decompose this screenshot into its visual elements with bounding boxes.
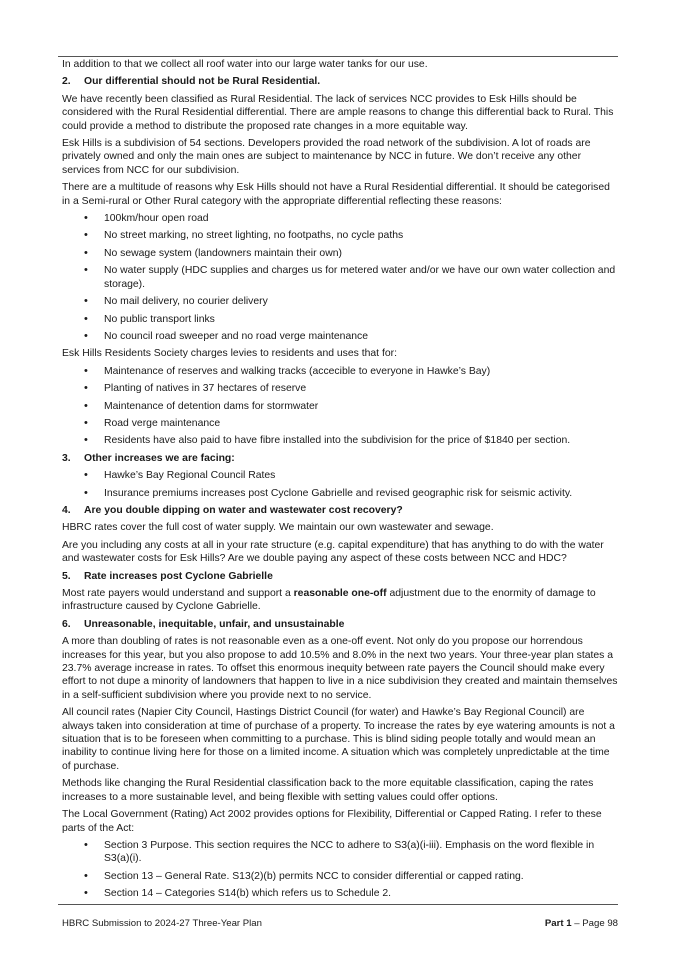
list-item: • Section 3 Purpose. This section requires the NCC to adhere to S3(a)(i-iii). Emphasis on the word flexible in S3(a)(i). xyxy=(62,839,618,866)
section-title: Our differential should not be Rural Residential. xyxy=(84,76,321,88)
section-number: 2. xyxy=(62,76,71,88)
section-6-paragraph-1: A more than doubling of rates is not reasonable even as a one-off event. Not only do you propose our horrendous increases for this year, but you also propose to add 10.5% and 8.0% in the next two years. Your three-year plan states a 23.7% average increase in rates. To offset this enormous inequity between rate payers the Council should make every effort to not dupe a minority of landowners that happen to live in a nice subdivision they created and maintain themselves in a self-sufficient subdivision where you provide next to no service. xyxy=(62,636,618,701)
section-2-paragraph-1: We have recently been classified as Rural Residential. The lack of services NCC provides to Esk Hills should be considered with the Rural Residential differential. There are ample reasons to change this differential back to Rural. This could provide a method to distribute the proposed rate changes in a more equitable way. xyxy=(62,93,614,132)
section-title: Are you double dipping on water and wastewater cost recovery? xyxy=(84,504,403,516)
page-label: – Page 98 xyxy=(571,918,618,929)
document-body xyxy=(62,58,618,905)
page-number xyxy=(545,918,618,929)
part-label: Part 1 xyxy=(544,918,572,929)
list-item: • Road verge maintenance xyxy=(62,417,618,430)
reasons-list xyxy=(62,212,618,343)
list-item: • No mail delivery, no courier delivery xyxy=(62,295,618,308)
list-item: • No street marking, no street lighting, no footpaths, no cycle paths xyxy=(62,229,618,242)
header-rule xyxy=(58,56,618,57)
section-number: 4. xyxy=(62,504,71,516)
list-item: • Planting of natives in 37 hectares of reserve xyxy=(62,382,618,395)
list-item: • Section 14 – Categories S14(b) which refers us to Schedule 2. xyxy=(62,887,618,900)
section-title: Other increases we are facing: xyxy=(84,452,235,464)
section-4-paragraph-1: HBRC rates cover the full cost of water supply. We maintain our own wastewater and sewage. xyxy=(62,522,494,534)
section-number: 5. xyxy=(62,570,71,582)
section-3-heading xyxy=(62,452,618,465)
section-6-heading xyxy=(62,618,618,631)
section-4-paragraph-2: Are you including any costs at all in your rate structure (e.g. capital expenditure) that has anything to do with the water and wastewater costs for Esk Hills? Are we double paying any aspect of these costs between NCC and HDC? xyxy=(62,539,604,565)
footer-title: HBRC Submission to 2024-27 Three-Year Plan xyxy=(62,918,262,929)
list-item: • Insurance premiums increases post Cyclone Gabrielle and revised geographic risk for seismic activity. xyxy=(62,487,618,500)
text-run: adjustment due to the enormity of damage to infrastructure caused by Cyclone Gabrielle. xyxy=(62,588,596,613)
list-item: • Maintenance of reserves and walking tracks (accecible to everyone in Hawke’s Bay) xyxy=(62,365,618,378)
list-item: • No council road sweeper and no road verge maintenance xyxy=(62,330,618,343)
list-item: • No public transport links xyxy=(62,313,618,326)
section-5-paragraph xyxy=(62,587,618,614)
list-item: • No sewage system (landowners maintain their own) xyxy=(62,247,618,260)
section-4-heading xyxy=(62,504,618,517)
list-item: • Maintenance of detention dams for stormwater xyxy=(62,400,618,413)
increases-list xyxy=(62,469,618,500)
section-5-heading xyxy=(62,570,618,583)
section-number: 6. xyxy=(62,618,71,630)
list-item: • Section 13 – General Rate. S13(2)(b) permits NCC to consider differential or capped rating. xyxy=(62,870,618,883)
emphasis-text: reasonable one-off xyxy=(293,588,387,599)
section-2-paragraph-2: Esk Hills is a subdivision of 54 sections. Developers provided the road network of the subdivision. A lot of roads are privately owned and only the main ones are subject to maintenance by NCC in future. We don’t receive any other services from NCC for our subdivision. xyxy=(62,138,591,176)
section-2-paragraph-4: Esk Hills Residents Society charges levies to residents and uses that for: xyxy=(62,348,397,360)
act-sections-list xyxy=(62,839,618,901)
section-6-paragraph-3: Methods like changing the Rural Residential classification back to the more equitable classification, caping the rates increases to a more sustainable level, and being flexible with setting values could offer options. xyxy=(62,778,594,803)
section-number: 3. xyxy=(62,452,71,464)
section-6-paragraph-4: The Local Government (Rating) Act 2002 provides options for Flexibility, Differential or Capped Rating. I refer to these parts of the Act: xyxy=(62,809,602,834)
page-footer xyxy=(62,918,618,929)
section-2-paragraph-3: There are a multitude of reasons why Esk Hills should not have a Rural Residential differential. It should be categorised in a Semi-rural or Other Rural category with the appropriate differential reflecting these reasons: xyxy=(62,182,610,207)
list-item: • 100km/hour open road xyxy=(62,212,618,225)
text-run: Most rate payers would understand and support a xyxy=(62,588,294,599)
footer-rule xyxy=(58,904,618,905)
intro-paragraph: In addition to that we collect all roof water into our large water tanks for our use. xyxy=(62,59,428,70)
list-item: • No water supply (HDC supplies and charges us for metered water and/or we have our own water collection and storage). xyxy=(62,264,618,291)
list-item: • Hawke’s Bay Regional Council Rates xyxy=(62,469,618,482)
section-title: Unreasonable, inequitable, unfair, and unsustainable xyxy=(84,618,345,630)
section-2-heading xyxy=(62,75,618,88)
list-item: • Residents have also paid to have fibre installed into the subdivision for the price of $1840 per section. xyxy=(62,434,618,447)
section-title: Rate increases post Cyclone Gabrielle xyxy=(84,570,273,582)
levies-list xyxy=(62,365,618,448)
section-6-paragraph-2: All council rates (Napier City Council, Hastings District Council (for water) and Hawke’s Bay Regional Council) are always taken into consideration at time of purchase of a property. To increase the rates by eye watering amounts is not a situation that is to be foreseen when committing to a purchase. This is blind siding people totally and would mean an inability to continue living here for those on a limited income. A situation which was completely unpredictable at the time of purchase. xyxy=(62,707,615,772)
